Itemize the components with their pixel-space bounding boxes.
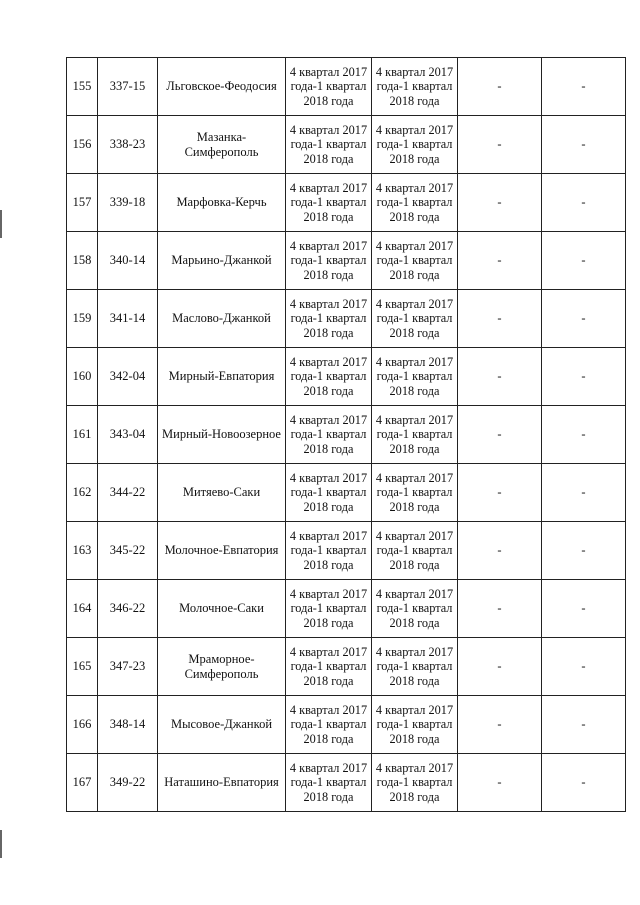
route-name-cell: Митяево-Саки	[158, 464, 286, 522]
table-row	[67, 348, 626, 406]
end-period-cell: 4 квартал 2017 года-1 квартал 2018 года	[372, 174, 458, 232]
route-code-cell: 337-15	[98, 58, 158, 116]
start-period-cell: 4 квартал 2017 года-1 квартал 2018 года	[286, 406, 372, 464]
route-code-cell: 340-14	[98, 232, 158, 290]
scan-margin-mark	[0, 210, 2, 238]
route-name-cell: Мирный-Евпатория	[158, 348, 286, 406]
end-period-cell: 4 квартал 2017 года-1 квартал 2018 года	[372, 638, 458, 696]
route-schedule-table	[66, 57, 626, 812]
end-period-cell: 4 квартал 2017 года-1 квартал 2018 года	[372, 58, 458, 116]
route-code-cell: 342-04	[98, 348, 158, 406]
route-name-cell: Льговское-Феодосия	[158, 58, 286, 116]
empty-value-cell: -	[458, 522, 542, 580]
start-period-cell: 4 квартал 2017 года-1 квартал 2018 года	[286, 580, 372, 638]
route-name-cell: Молочное-Саки	[158, 580, 286, 638]
route-code-cell: 343-04	[98, 406, 158, 464]
route-name-cell: Мысовое-Джанкой	[158, 696, 286, 754]
table-row	[67, 522, 626, 580]
row-number-cell: 159	[67, 290, 98, 348]
route-name-cell: Мазанка-Симферополь	[158, 116, 286, 174]
route-code-cell: 338-23	[98, 116, 158, 174]
route-name-cell: Молочное-Евпатория	[158, 522, 286, 580]
route-code-cell: 349-22	[98, 754, 158, 812]
table-row	[67, 58, 626, 116]
route-code-cell: 348-14	[98, 696, 158, 754]
row-number-cell: 160	[67, 348, 98, 406]
route-name-cell: Наташино-Евпатория	[158, 754, 286, 812]
end-period-cell: 4 квартал 2017 года-1 квартал 2018 года	[372, 232, 458, 290]
empty-value-cell: -	[542, 580, 626, 638]
row-number-cell: 163	[67, 522, 98, 580]
start-period-cell: 4 квартал 2017 года-1 квартал 2018 года	[286, 522, 372, 580]
empty-value-cell: -	[458, 290, 542, 348]
end-period-cell: 4 квартал 2017 года-1 квартал 2018 года	[372, 348, 458, 406]
empty-value-cell: -	[458, 754, 542, 812]
row-number-cell: 164	[67, 580, 98, 638]
route-name-cell: Мирный-Новоозерное	[158, 406, 286, 464]
table-row	[67, 174, 626, 232]
end-period-cell: 4 квартал 2017 года-1 квартал 2018 года	[372, 754, 458, 812]
start-period-cell: 4 квартал 2017 года-1 квартал 2018 года	[286, 348, 372, 406]
end-period-cell: 4 квартал 2017 года-1 квартал 2018 года	[372, 580, 458, 638]
empty-value-cell: -	[542, 174, 626, 232]
route-code-cell: 345-22	[98, 522, 158, 580]
empty-value-cell: -	[542, 696, 626, 754]
empty-value-cell: -	[542, 522, 626, 580]
empty-value-cell: -	[542, 58, 626, 116]
end-period-cell: 4 квартал 2017 года-1 квартал 2018 года	[372, 696, 458, 754]
empty-value-cell: -	[458, 638, 542, 696]
end-period-cell: 4 квартал 2017 года-1 квартал 2018 года	[372, 406, 458, 464]
end-period-cell: 4 квартал 2017 года-1 квартал 2018 года	[372, 522, 458, 580]
table-row	[67, 290, 626, 348]
row-number-cell: 157	[67, 174, 98, 232]
table-row	[67, 464, 626, 522]
start-period-cell: 4 квартал 2017 года-1 квартал 2018 года	[286, 638, 372, 696]
empty-value-cell: -	[542, 348, 626, 406]
start-period-cell: 4 квартал 2017 года-1 квартал 2018 года	[286, 232, 372, 290]
empty-value-cell: -	[458, 348, 542, 406]
row-number-cell: 155	[67, 58, 98, 116]
route-code-cell: 347-23	[98, 638, 158, 696]
empty-value-cell: -	[458, 174, 542, 232]
empty-value-cell: -	[542, 116, 626, 174]
start-period-cell: 4 квартал 2017 года-1 квартал 2018 года	[286, 116, 372, 174]
row-number-cell: 162	[67, 464, 98, 522]
empty-value-cell: -	[542, 638, 626, 696]
route-table-body	[67, 58, 626, 812]
row-number-cell: 167	[67, 754, 98, 812]
empty-value-cell: -	[458, 58, 542, 116]
empty-value-cell: -	[542, 232, 626, 290]
route-name-cell: Марфовка-Керчь	[158, 174, 286, 232]
scan-margin-mark	[0, 830, 2, 858]
start-period-cell: 4 квартал 2017 года-1 квартал 2018 года	[286, 290, 372, 348]
empty-value-cell: -	[458, 232, 542, 290]
end-period-cell: 4 квартал 2017 года-1 квартал 2018 года	[372, 116, 458, 174]
start-period-cell: 4 квартал 2017 года-1 квартал 2018 года	[286, 754, 372, 812]
route-name-cell: Мраморное-Симферополь	[158, 638, 286, 696]
row-number-cell: 166	[67, 696, 98, 754]
route-code-cell: 339-18	[98, 174, 158, 232]
table-row	[67, 232, 626, 290]
empty-value-cell: -	[458, 580, 542, 638]
start-period-cell: 4 квартал 2017 года-1 квартал 2018 года	[286, 58, 372, 116]
table-row	[67, 696, 626, 754]
empty-value-cell: -	[458, 464, 542, 522]
empty-value-cell: -	[542, 406, 626, 464]
route-name-cell: Марьино-Джанкой	[158, 232, 286, 290]
table-row	[67, 580, 626, 638]
empty-value-cell: -	[458, 406, 542, 464]
start-period-cell: 4 квартал 2017 года-1 квартал 2018 года	[286, 464, 372, 522]
start-period-cell: 4 квартал 2017 года-1 квартал 2018 года	[286, 174, 372, 232]
route-name-cell: Маслово-Джанкой	[158, 290, 286, 348]
row-number-cell: 161	[67, 406, 98, 464]
empty-value-cell: -	[542, 464, 626, 522]
empty-value-cell: -	[542, 754, 626, 812]
end-period-cell: 4 квартал 2017 года-1 квартал 2018 года	[372, 464, 458, 522]
empty-value-cell: -	[542, 290, 626, 348]
empty-value-cell: -	[458, 116, 542, 174]
row-number-cell: 156	[67, 116, 98, 174]
route-code-cell: 346-22	[98, 580, 158, 638]
end-period-cell: 4 квартал 2017 года-1 квартал 2018 года	[372, 290, 458, 348]
table-row	[67, 638, 626, 696]
start-period-cell: 4 квартал 2017 года-1 квартал 2018 года	[286, 696, 372, 754]
table-row	[67, 116, 626, 174]
row-number-cell: 165	[67, 638, 98, 696]
route-code-cell: 344-22	[98, 464, 158, 522]
table-row	[67, 754, 626, 812]
row-number-cell: 158	[67, 232, 98, 290]
table-row	[67, 406, 626, 464]
route-code-cell: 341-14	[98, 290, 158, 348]
empty-value-cell: -	[458, 696, 542, 754]
